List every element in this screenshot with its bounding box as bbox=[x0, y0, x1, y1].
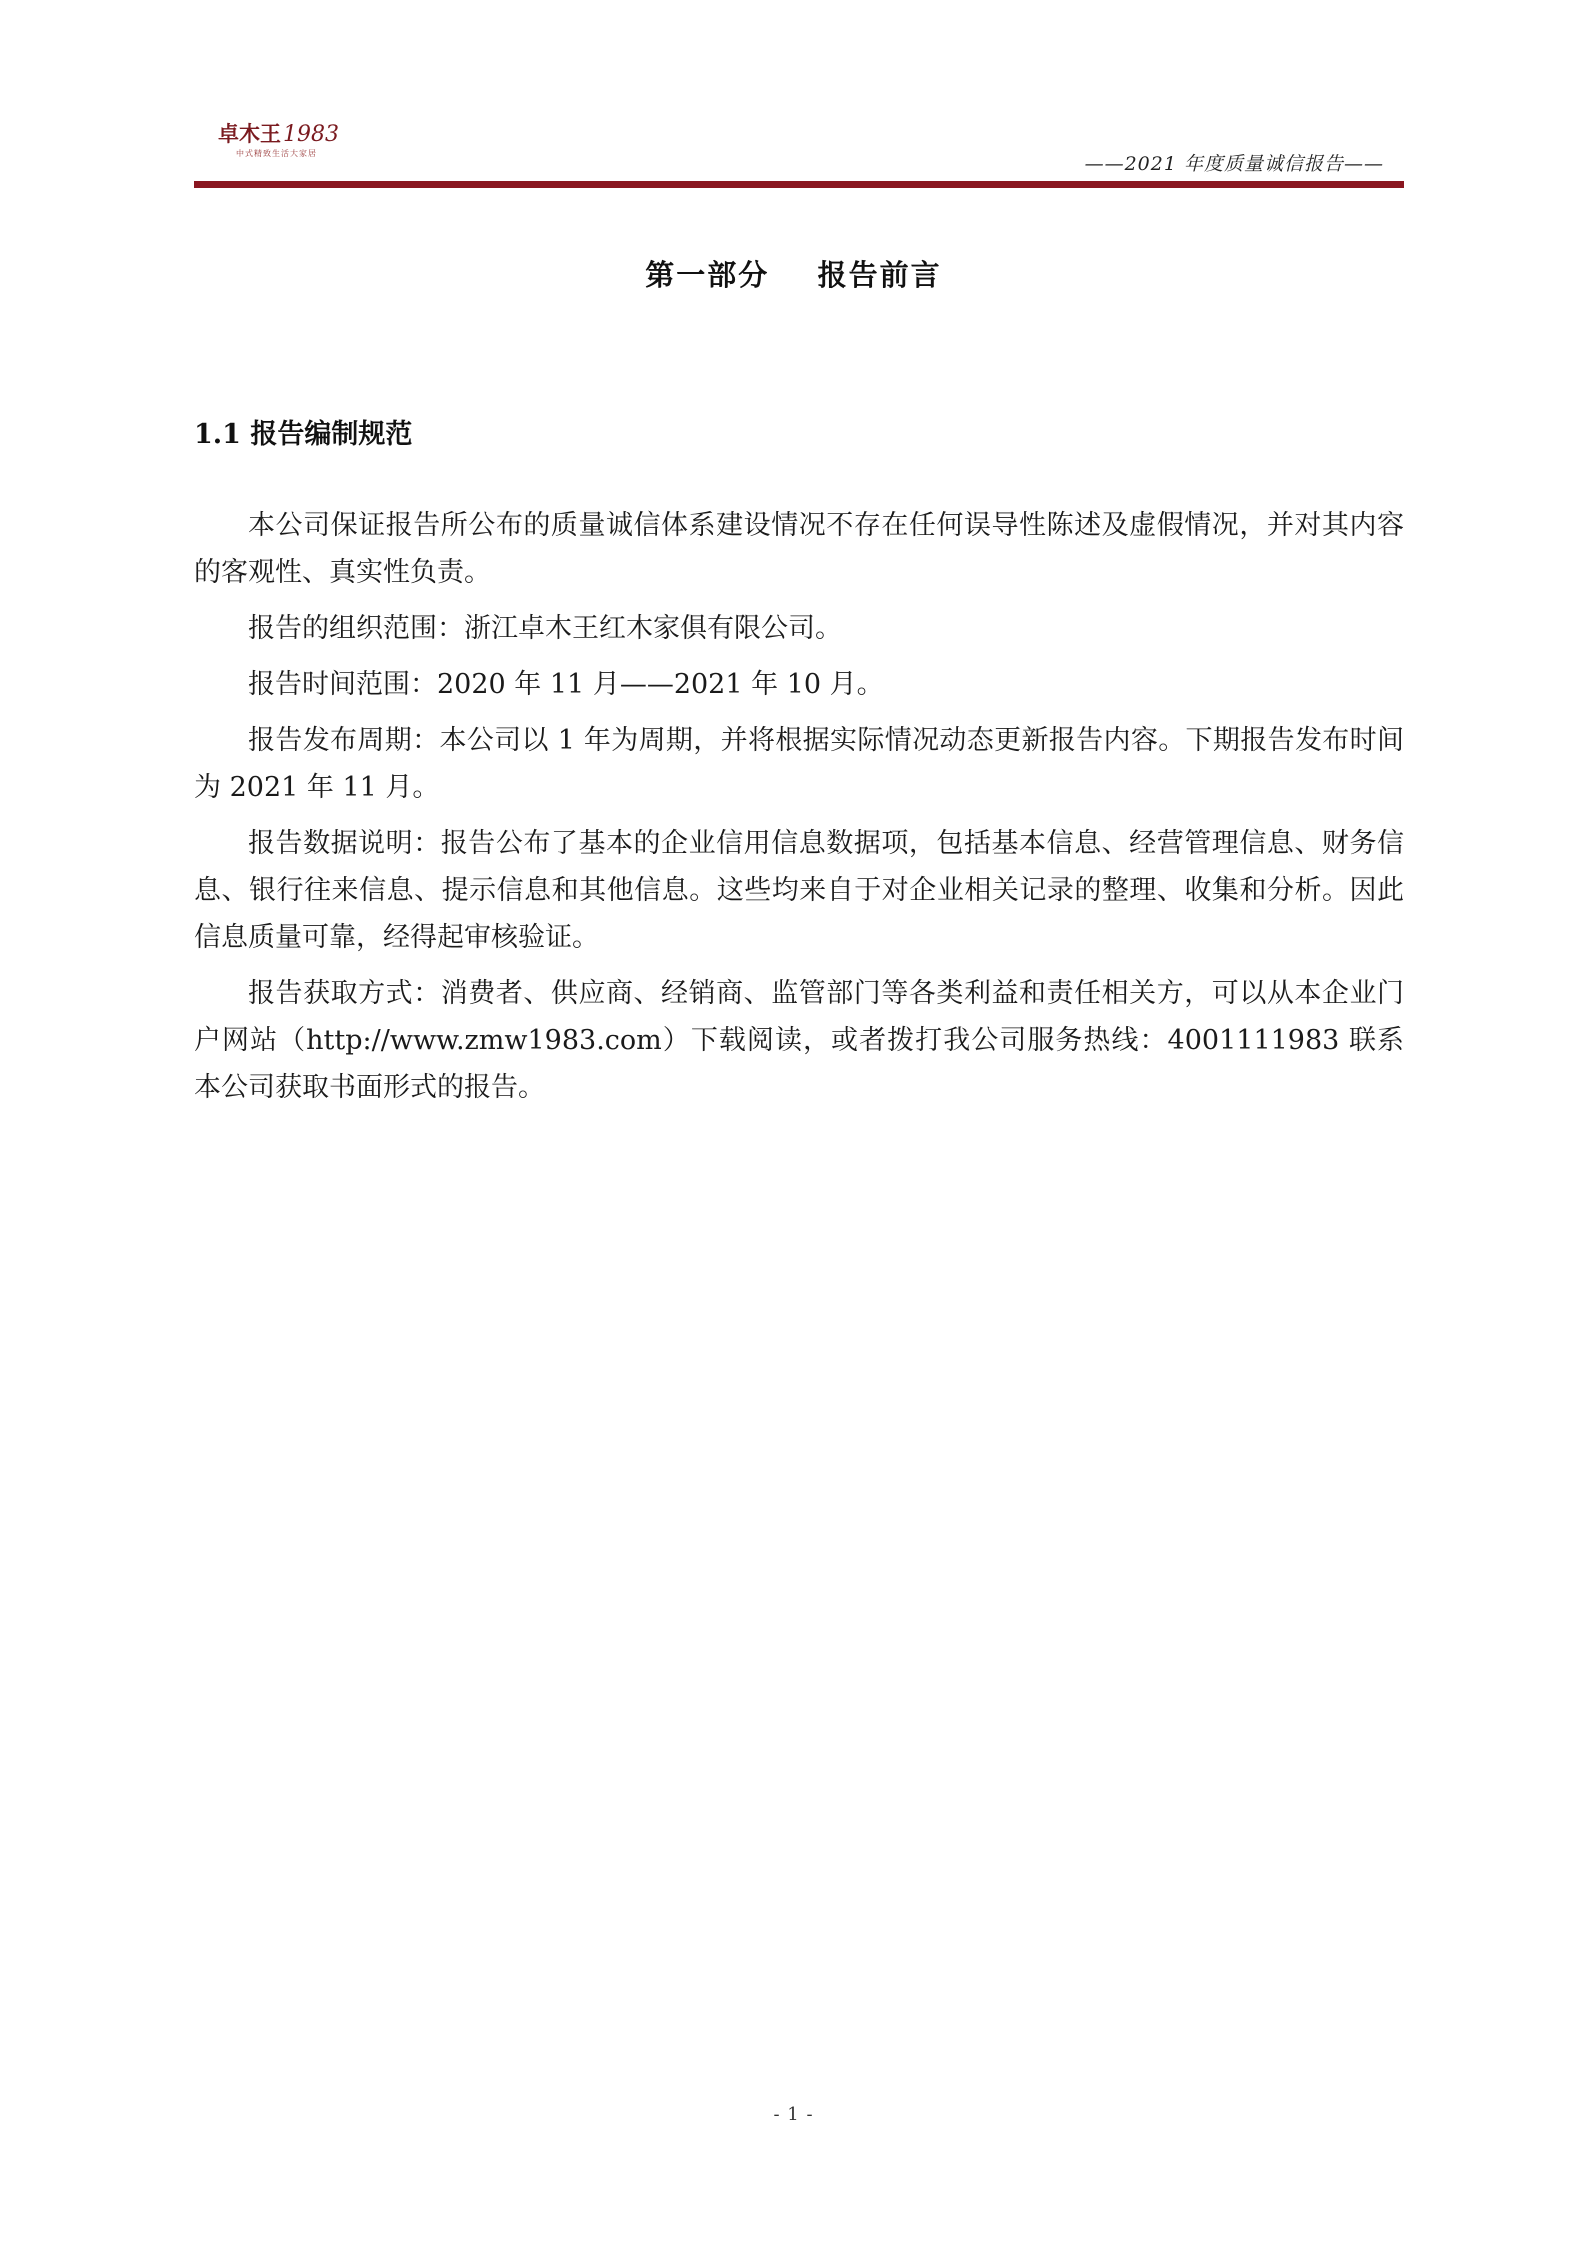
company-logo bbox=[218, 118, 348, 168]
logo-year: 1983 bbox=[283, 122, 339, 147]
header-report-title: ——2021 年度质量诚信报告—— bbox=[1084, 153, 1384, 175]
logo-tagline: 中式精致生活大家居 bbox=[236, 149, 317, 158]
logo-wordmark bbox=[218, 118, 339, 148]
page-number: - 1 - bbox=[773, 2104, 814, 2125]
paragraph-data: 报告数据说明：报告公布了基本的企业信用信息数据项，包括基本信息、经营管理信息、财务信息、银行往来信息、提示信息和其他信息。这些均来自于对企业相关记录的整理、收集和分析。因此信息质量可靠，经得起审核验证。 bbox=[194, 828, 1404, 953]
page-header bbox=[194, 112, 1404, 188]
paragraph-access: 报告获取方式：消费者、供应商、经销商、监管部门等各类利益和责任相关方，可以从本企业门户网站（http://www.zmw1983.com）下载阅读，或者拨打我公司服务热线：4001111983 联系本公司获取书面形式的报告。 bbox=[194, 978, 1404, 1103]
section-heading: 1.1 报告编制规范 bbox=[194, 419, 413, 450]
header-divider bbox=[194, 181, 1404, 188]
paragraph-assurance: 本公司保证报告所公布的质量诚信体系建设情况不存在任何误导性陈述及虚假情况，并对其内容的客观性、真实性负责。 bbox=[194, 510, 1404, 588]
paragraph-cycle: 报告发布周期：本公司以 1 年为周期，并将根据实际情况动态更新报告内容。下期报告发布时间为 2021 年 11 月。 bbox=[194, 725, 1404, 803]
part-title: 第一部分 报告前言 bbox=[645, 258, 942, 292]
paragraph-period: 报告时间范围：2020 年 11 月——2021 年 10 月。 bbox=[248, 669, 884, 700]
section-body bbox=[194, 502, 1404, 1120]
paragraph-scope: 报告的组织范围：浙江卓木王红木家俱有限公司。 bbox=[248, 613, 842, 644]
logo-text: 卓木王 bbox=[218, 121, 281, 146]
